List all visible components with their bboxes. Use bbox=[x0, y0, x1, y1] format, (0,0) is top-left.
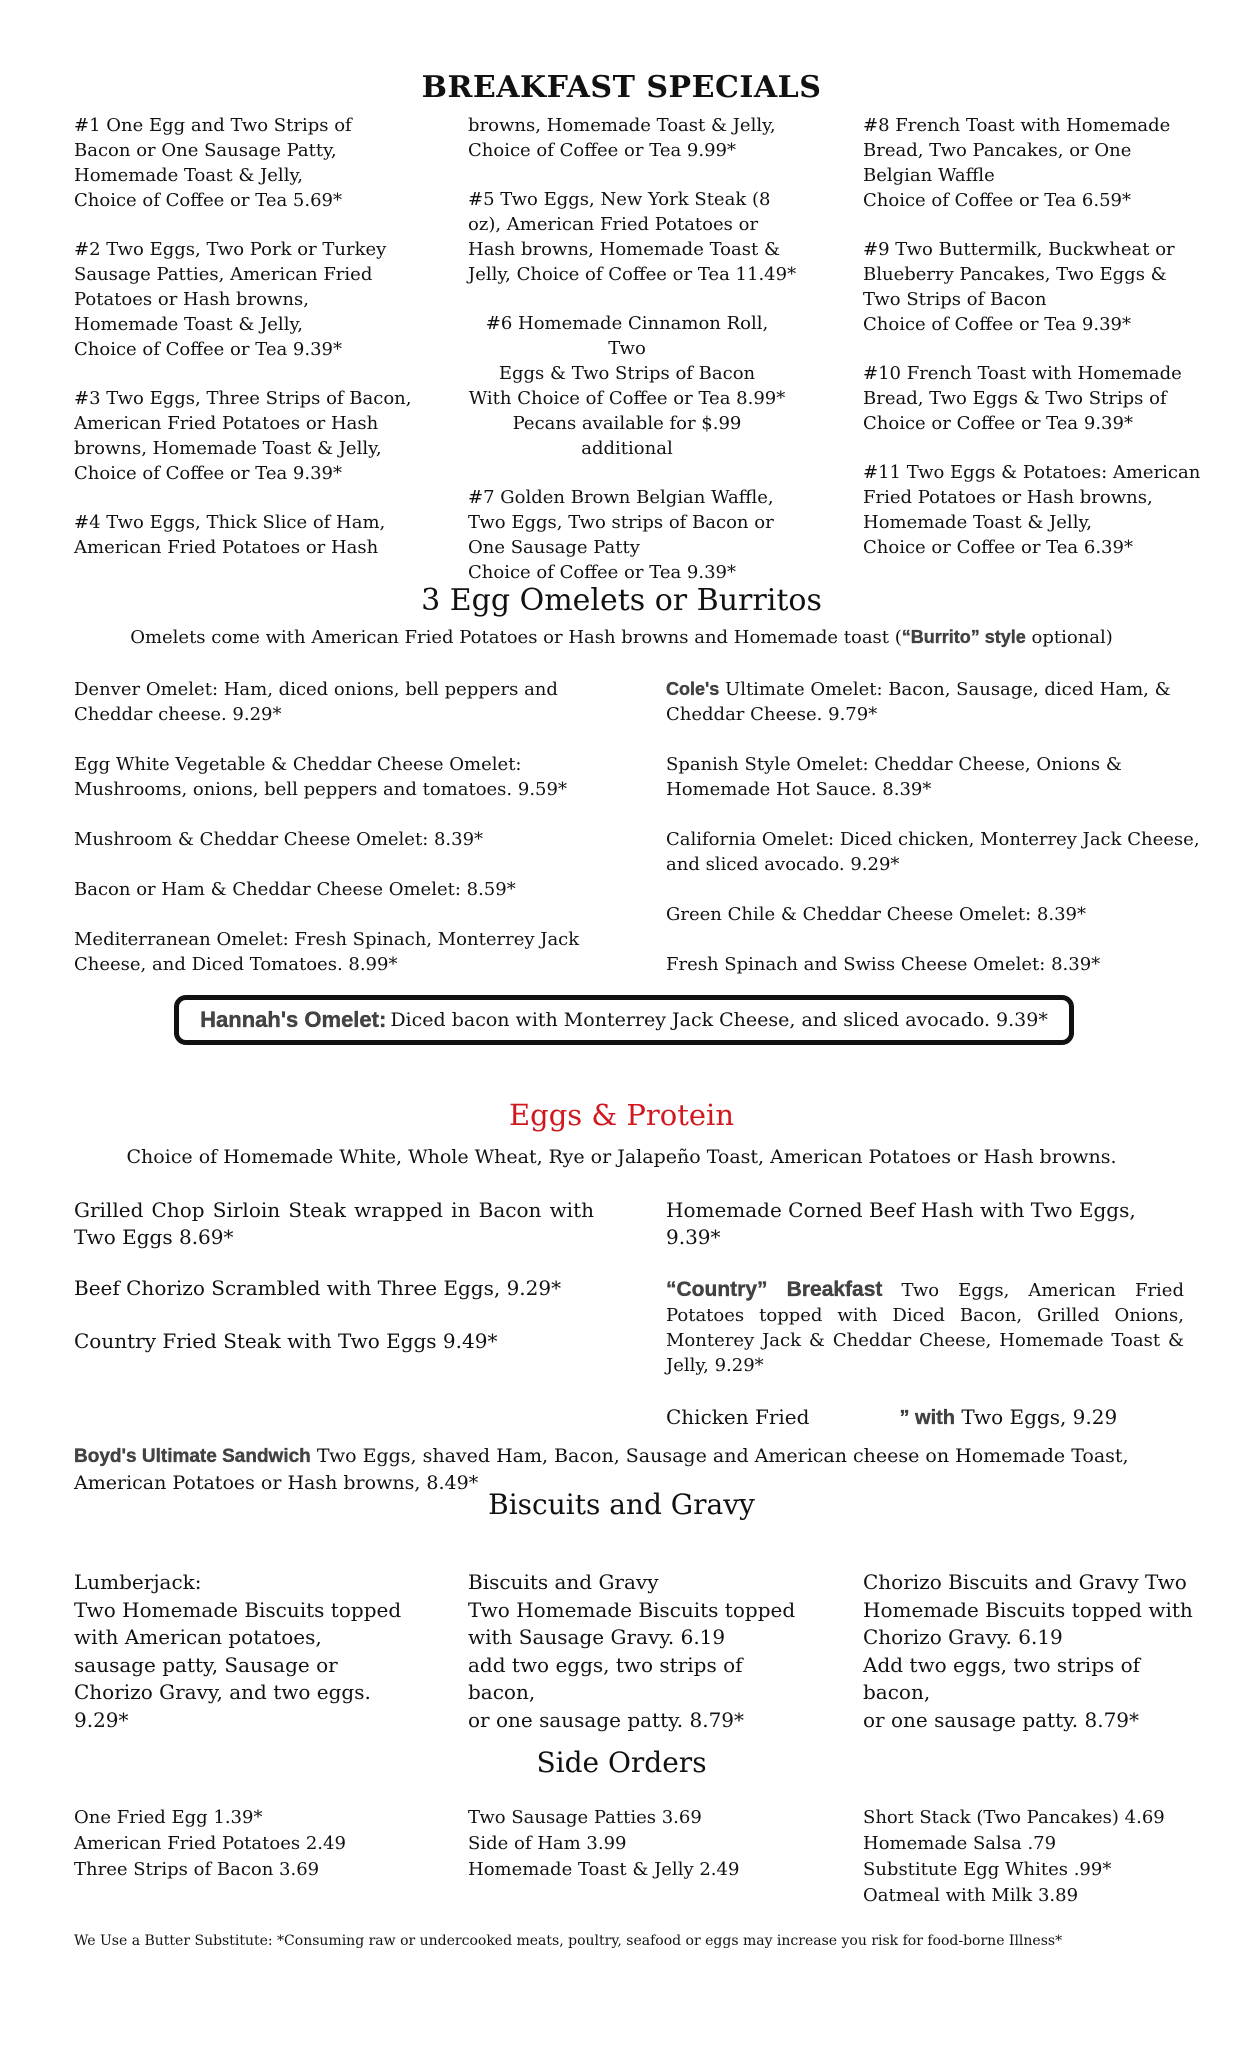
omelet-item: Bacon or Ham & Cheddar Cheese Omelet: 8.59* bbox=[74, 879, 516, 900]
sides-column-2 bbox=[468, 1805, 739, 1883]
eggs-left-column bbox=[74, 1197, 594, 1381]
side-item: Oatmeal with Milk 3.89 bbox=[863, 1885, 1079, 1906]
side-item: Homemade Salsa .79 bbox=[863, 1833, 1057, 1854]
coles-omelet-text: Ultimate Omelet: Bacon, Sausage, diced Ham, & Cheddar Cheese. 9.79* bbox=[666, 679, 1171, 725]
footer-disclaimer: We Use a Butter Substitute: *Consuming raw or undercooked meats, poultry, seafood or eggs may increase you risk for food-borne Illness* bbox=[74, 1933, 1063, 1949]
boyds-sandwich-text: Two Eggs, shaved Ham, Bacon, Sausage and American cheese on Homemade Toast, American Potatoes or Hash browns, 8.49* bbox=[74, 1445, 1129, 1494]
side-item: Three Strips of Bacon 3.69 bbox=[74, 1859, 320, 1880]
omelets-right-column bbox=[666, 677, 1226, 1002]
omelet-item bbox=[666, 677, 1226, 727]
protein-item: Country Fried Steak with Two Eggs 9.49* bbox=[74, 1329, 498, 1353]
omelet-item: Spanish Style Omelet: Cheddar Cheese, Onions & Homemade Hot Sauce. 8.39* bbox=[666, 754, 1122, 800]
biscuits-column-3: Chorizo Biscuits and Gravy Two Homemade Biscuits topped with Chorizo Gravy. 6.19 Add two eggs, two strips of bacon, or one sausage patty. 8.79* bbox=[863, 1570, 1193, 1732]
breakfast-column-1 bbox=[74, 113, 414, 584]
protein-item: Homemade Corned Beef Hash with Two Eggs, 9.39* bbox=[666, 1198, 1136, 1249]
menu-item: #8 French Toast with Homemade Bread, Two Pancakes, or One Belgian Waffle Choice of Coffee or Tea 6.59* bbox=[863, 115, 1171, 211]
omelet-item: Denver Omelet: Ham, diced onions, bell peppers and Cheddar cheese. 9.29* bbox=[74, 679, 558, 725]
omelet-item: Green Chile & Cheddar Cheese Omelet: 8.39* bbox=[666, 904, 1086, 925]
side-item: Side of Ham 3.99 bbox=[468, 1833, 627, 1854]
menu-item: #3 Two Eggs, Three Strips of Bacon, American Fried Potatoes or Hash browns, Homemade Toast & Jelly, Choice of Coffee or Tea 9.39* bbox=[74, 388, 412, 484]
side-item: Two Sausage Patties 3.69 bbox=[468, 1807, 702, 1828]
protein-item: Grilled Chop Sirloin Steak wrapped in Bacon with Two Eggs 8.69* bbox=[74, 1198, 594, 1249]
eggs-protein-title: Eggs & Protein bbox=[508, 1098, 735, 1132]
omelets-title: 3 Egg Omelets or Burritos bbox=[421, 583, 822, 618]
menu-item: browns, Homemade Toast & Jelly, Choice of Coffee or Tea 9.99* bbox=[468, 115, 776, 161]
omelets-subtitle-text: Omelets come with American Fried Potatoes or Hash browns and Homemade toast ( bbox=[130, 627, 902, 648]
menu-item: #7 Golden Brown Belgian Waffle, Two Eggs, Two strips of Bacon or One Sausage Patty Choice of Coffee or Tea 9.39* bbox=[468, 487, 774, 583]
omelet-item: Mediterranean Omelet: Fresh Spinach, Monterrey Jack Cheese, and Diced Tomatoes. 8.99* bbox=[74, 929, 580, 975]
menu-item: #10 French Toast with Homemade Bread, Two Eggs & Two Strips of Choice or Coffee or Tea 9.39* bbox=[863, 363, 1182, 434]
biscuits-gravy-title: Biscuits and Gravy bbox=[488, 1488, 755, 1521]
country-breakfast-text: Two Eggs, American Fried Potatoes topped with Diced Bacon, Grilled Onions, Monterey Jack & Cheddar Cheese, Homemade Toast & Jelly, 9.29* bbox=[666, 1280, 1184, 1376]
omelet-item: California Omelet: Diced chicken, Monterrey Jack Cheese, and sliced avocado. 9.29* bbox=[666, 829, 1200, 875]
menu-item: #4 Two Eggs, Thick Slice of Ham, American Fried Potatoes or Hash bbox=[74, 512, 386, 558]
protein-item: Beef Chorizo Scrambled with Three Eggs, 9.29* bbox=[74, 1276, 562, 1300]
side-orders-title: Side Orders bbox=[536, 1746, 707, 1779]
side-item: Homemade Toast & Jelly 2.49 bbox=[468, 1859, 740, 1880]
side-item: Substitute Egg Whites .99* bbox=[863, 1859, 1112, 1880]
side-item: American Fried Potatoes 2.49 bbox=[74, 1833, 346, 1854]
menu-item: #9 Two Buttermilk, Buckwheat or Blueberry Pancakes, Two Eggs & Two Strips of Bacon Choice of Coffee or Tea 9.39* bbox=[863, 239, 1175, 335]
menu-item: #1 One Egg and Two Strips of Bacon or One Sausage Patty, Homemade Toast & Jelly, Choice of Coffee or Tea 5.69* bbox=[74, 115, 352, 211]
sides-column-3 bbox=[863, 1805, 1165, 1909]
menu-item: #6 Homemade Cinnamon Roll, Two Eggs & Two Strips of Bacon With Choice of Coffee or Tea 8.99* Pecans available for $.99 additional bbox=[468, 313, 786, 459]
eggs-protein-subtitle: Choice of Homemade White, Whole Wheat, Rye or Jalapeño Toast, American Potatoes or Hash browns. bbox=[126, 1146, 1117, 1168]
side-item: Short Stack (Two Pancakes) 4.69 bbox=[863, 1807, 1165, 1828]
menu-item: #2 Two Eggs, Two Pork or Turkey Sausage Patties, American Fried Potatoes or Hash browns, Homemade Toast & Jelly, Choice of Coffee or Tea 9.39* bbox=[74, 239, 387, 360]
chicken-fried-end: Two Eggs, 9.29 bbox=[955, 1405, 1118, 1429]
biscuits-column-1: Lumberjack: Two Homemade Biscuits topped with American potatoes, sausage patty, Sausage or Chorizo Gravy, and two eggs. 9.29* bbox=[74, 1570, 402, 1732]
omelet-item: Fresh Spinach and Swiss Cheese Omelet: 8.39* bbox=[666, 954, 1101, 975]
menu-item: #5 Two Eggs, New York Steak (8 oz), American Fried Potatoes or Hash browns, Homemade Toast & Jelly, Choice of Coffee or Tea 11.49* bbox=[468, 189, 797, 285]
country-breakfast-name: “Country” Breakfast bbox=[666, 1278, 883, 1301]
sides-column-1 bbox=[74, 1805, 346, 1883]
omelets-left-column bbox=[74, 677, 634, 1002]
hannahs-omelet-box bbox=[174, 995, 1074, 1045]
omelet-item: Mushroom & Cheddar Cheese Omelet: 8.39* bbox=[74, 829, 484, 850]
omelets-subtitle-end: optional) bbox=[1025, 627, 1113, 648]
omelets-subtitle bbox=[0, 627, 1243, 648]
breakfast-column-2 bbox=[468, 113, 808, 609]
side-item: One Fried Egg 1.39* bbox=[74, 1807, 263, 1828]
omelet-item: Egg White Vegetable & Cheddar Cheese Omelet: Mushrooms, onions, bell peppers and tomatoes. 9.59* bbox=[74, 754, 567, 800]
hannahs-omelet-name: Hannah's Omelet: bbox=[200, 1007, 387, 1032]
chicken-fried-with: ” with bbox=[899, 1407, 955, 1429]
breakfast-column-3 bbox=[863, 113, 1203, 584]
eggs-right-column bbox=[666, 1197, 1184, 1458]
breakfast-specials-title: BREAKFAST SPECIALS bbox=[421, 70, 822, 105]
menu-item: #11 Two Eggs & Potatoes: American Fried Potatoes or Hash browns, Homemade Toast & Jelly, Choice or Coffee or Tea 6.39* bbox=[863, 462, 1201, 558]
chicken-fried-item bbox=[666, 1404, 1184, 1432]
biscuits-column-2: Biscuits and Gravy Two Homemade Biscuits topped with Sausage Gravy. 6.19 add two eggs, two strips of bacon, or one sausage patty. 8.79* bbox=[468, 1570, 796, 1732]
hannahs-omelet-text: Diced bacon with Monterrey Jack Cheese, and sliced avocado. 9.39* bbox=[390, 1009, 1048, 1031]
chicken-fried-text: Chicken Fried bbox=[666, 1405, 810, 1429]
burrito-style-label: “Burrito” style bbox=[901, 627, 1026, 647]
country-breakfast-item bbox=[666, 1277, 1184, 1378]
coles-label: Cole's bbox=[666, 679, 720, 699]
boyds-sandwich-name: Boyd's Ultimate Sandwich bbox=[74, 1446, 311, 1467]
